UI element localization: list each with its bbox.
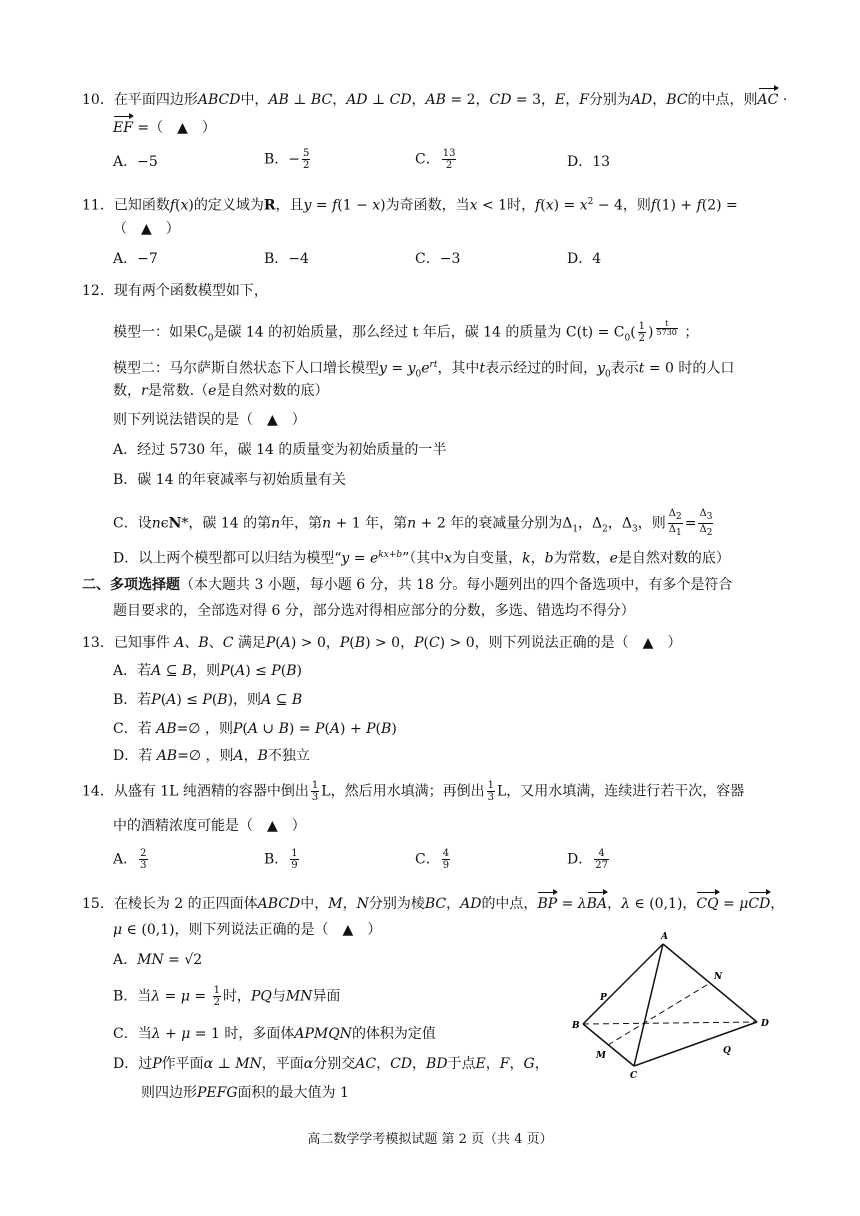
q12-option-b: B．碳 14 的年衰减率与初始质量有关 <box>113 472 347 488</box>
q12-model2-line2: 数，r是常数.（e是自然对数的底） <box>113 383 329 399</box>
q11-line1: 11．已知函数f(x)的定义域为R，且y = f(1 − x)为奇函数，当x < 1时，$f(x) = x^2 - 4$，则f(1) + f(2) = <box>82 197 738 214</box>
figure-label-b: B <box>572 1021 580 1031</box>
q13-option-b: B．若P(A) ≤ P(B)，则A ⊆ B <box>113 692 303 708</box>
q12-ask: 则下列说法错误的是（ ▲ ） <box>113 412 306 428</box>
q10-line2: EF =（ ▲ ） <box>113 116 216 138</box>
q12-option-d: D．以上两个模型都可以归结为模型“$y = e^{kx+b}$”（其中x为自变量，k，b为常数，e是自然对数的底） <box>113 550 730 567</box>
q15-line1: 15．在棱长为 2 的正四面体ABCD中，M，N分别为棱BC，AD的中点，BP = λBA，λ ∈ (0,1)，CQ = μCD， <box>82 892 784 914</box>
section2-header <box>82 575 732 595</box>
tetrahedron-figure <box>560 925 790 1085</box>
figure-label-m: M <box>596 1051 606 1061</box>
q12-option-c: C．设nϵN*，碳 14 的第n年，第n + 1 年，第n + 2 年的衰减量分别为$\Delta_1$，$\Delta_2$，$\Delta_3$，则 $\frac{\Delta_2}{\Delta_1}$ = $\frac{\Delta_3}{\Delta_2}$ <box>113 508 713 538</box>
section2-desc2: 题目要求的，全部选对得 6 分，部分选对得相应部分的分数，多选、错选均不得分） <box>113 603 635 619</box>
q14-option-c: C． $\frac{4}{9}$ <box>415 848 450 871</box>
q14-option-d: D． $\frac{4}{27}$ <box>567 848 608 871</box>
page-footer: 高二数学学考模拟试题 第 2 页（共 4 页） <box>307 1132 553 1147</box>
figure-label-n: N <box>714 972 723 982</box>
q12-option-a: A．经过 5730 年，碳 14 的质量变为初始质量的一半 <box>113 442 447 458</box>
q11-option-c: C．−3 <box>415 251 461 267</box>
q10-option-b: B．− $\frac{5}{2}$ <box>264 148 310 171</box>
q15-option-d-line2: 则四边形PEFG面积的最大值为 1 <box>141 1085 349 1101</box>
q14-option-a: A． $\frac{2}{3}$ <box>113 848 147 871</box>
q13-option-d: D．若 AB=∅ ，则A，B不独立 <box>113 748 310 764</box>
q10-line1: 10．在平面四边形ABCD中，AB ⊥ BC，AD ⊥ CD，AB = 2，CD = 3，E，F分别为AD，BC的中点，则AC · <box>82 88 787 110</box>
section2-desc1: （本大题共 3 小题，每小题 6 分，共 18 分。每小题列出的四个备选项中，有多个是符合 <box>180 577 733 593</box>
q13-line1: 13．已知事件 A、B、C 满足P(A) > 0，P(B) > 0，P(C) > 0，则下列说法正确的是（ ▲ ） <box>82 635 682 651</box>
q13-option-c: C．若 AB=∅ ，则P(A ∪ B) = P(A) + P(B) <box>113 721 397 737</box>
q10-option-a: A．−5 <box>113 154 158 170</box>
q12-model2-line1: 模型二：马尔萨斯自然状态下人口增长模型$y = y_0e^{rt}$，其中t表示经过的时间，$y_0$表示t = 0 时的人口 <box>113 360 735 380</box>
q15-option-d-line1: D．过P作平面α ⊥ MN，平面α分别交AC，CD，BD于点E，F，G， <box>113 1056 549 1072</box>
q14-option-b: B． $\frac{1}{9}$ <box>264 848 298 871</box>
q15-option-c: C．当λ + μ = 1 时，多面体APMQN的体积为定值 <box>113 1026 436 1042</box>
q14-line1: 14．从盛有 1L 纯酒精的容器中倒出 $\frac{1}{3}$ L，然后用水填满；再倒出 $\frac{1}{3}$ L，又用水填满，连续进行若干次，容器 <box>82 780 745 803</box>
q14-line2: 中的酒精浓度可能是（ ▲ ） <box>113 818 306 834</box>
q15-option-b: B．当λ = μ = $\frac{1}{2}$ 时，PQ与MN异面 <box>113 985 341 1008</box>
figure-label-a: A <box>661 932 668 942</box>
q13-option-a: A．若A ⊆ B，则P(A) ≤ P(B) <box>113 663 302 679</box>
q15-line2: μ ∈ (0,1)，则下列说法正确的是（ ▲ ） <box>113 922 382 938</box>
q12-model1: 模型一：如果$C_0$是碳 14 的初始质量，那么经过 t 年后，碳 14 的质量为 $C(t) = C_0$( $\frac{1}{2}$ ) $^{\frac{t}{5730}}$ ； <box>113 319 699 345</box>
section2-title: 二、多项选择题 <box>82 577 180 593</box>
q12-intro: 12．现有两个函数模型如下， <box>82 283 268 299</box>
figure-label-p: P <box>600 993 607 1003</box>
figure-label-c: C <box>630 1071 638 1081</box>
q10-option-d: D．13 <box>567 154 611 170</box>
q11-line2: （ ▲ ） <box>113 221 180 237</box>
figure-label-q: Q <box>723 1046 731 1056</box>
q11-option-d: D．4 <box>567 251 602 267</box>
figure-label-d: D <box>761 1019 769 1029</box>
q15-option-a: A．MN = √2 <box>113 952 203 968</box>
q11-option-a: A．−7 <box>113 251 158 267</box>
q11-option-b: B．−4 <box>264 251 309 267</box>
q10-option-c: C． $\frac{13}{2}$ <box>415 148 456 171</box>
